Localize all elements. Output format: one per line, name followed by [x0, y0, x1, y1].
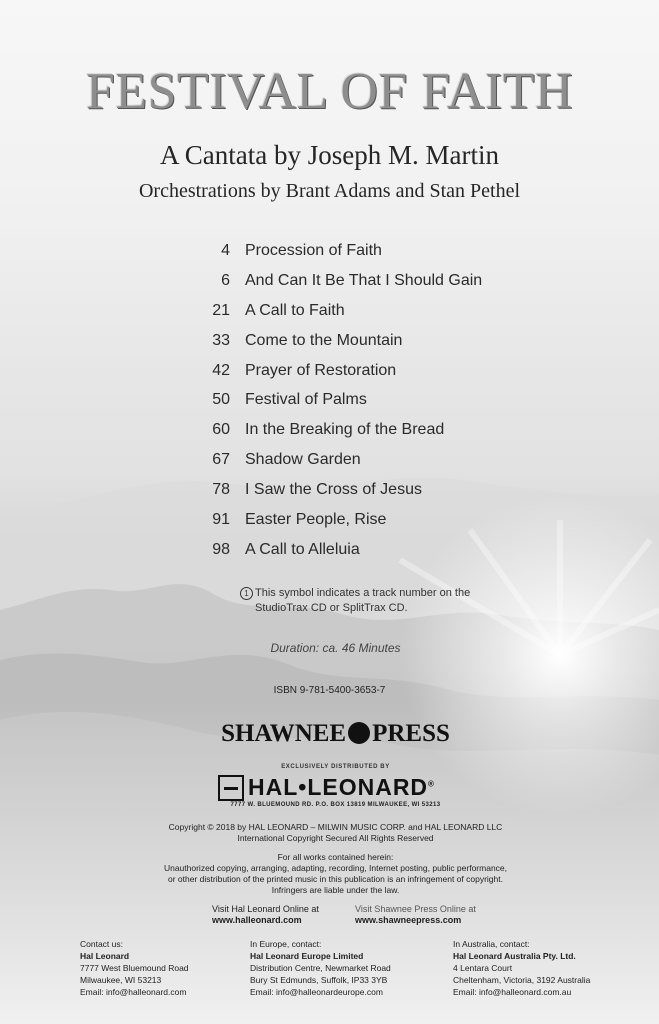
toc-song-title: Come to the Mountain	[245, 331, 403, 349]
track-note-line-1: This symbol indicates a track number on the	[255, 587, 471, 599]
toc-page-number: 42	[212, 361, 230, 379]
toc-song-title: And Can It Be That I Should Gain	[245, 271, 483, 289]
toc-item	[190, 296, 590, 326]
contact-email[interactable]: Email: info@halleonard.com	[80, 987, 187, 997]
visit-shawnee-press	[355, 904, 476, 926]
contact-company: Hal Leonard	[80, 951, 130, 961]
toc-item	[190, 445, 590, 475]
copyright-notice	[0, 822, 659, 844]
track-number-icon: 1	[240, 587, 253, 600]
toc-page-number: 91	[212, 511, 230, 529]
toc-song-title: Easter People, Rise	[245, 511, 387, 529]
shawnee-logo-word-left: SHAWNEE	[221, 720, 347, 747]
contact-address-2: Cheltenham, Victoria, 3192 Australia	[453, 975, 591, 985]
toc-song-title: Prayer of Restoration	[245, 361, 397, 379]
copyright-line-1: Copyright © 2018 by HAL LEONARD – MILWIN MUSIC CORP. and HAL LEONARD LLC	[168, 822, 503, 832]
contact-europe-block	[250, 938, 391, 998]
copyright-line-2: International Copyright Secured All Rights Reserved	[237, 833, 434, 843]
hal-leonard-logo	[218, 774, 435, 802]
track-symbol-note	[240, 586, 540, 616]
cantata-title: FESTIVAL OF FAITH	[85, 63, 574, 120]
toc-song-title: A Call to Faith	[245, 301, 345, 319]
toc-item	[190, 505, 590, 535]
visit-hal-leonard-lead: Visit Hal Leonard Online at	[212, 904, 319, 914]
visit-hal-leonard	[212, 904, 319, 926]
shawnee-logo-word-right: PRESS	[372, 720, 450, 747]
shawnee-bird-icon	[348, 722, 370, 744]
toc-item	[190, 326, 590, 356]
toc-page-number: 50	[212, 391, 230, 409]
toc-song-title: A Call to Alleluia	[245, 540, 360, 558]
isbn-text: ISBN 9-781-5400-3653-7	[273, 685, 386, 696]
toc-song-title: In the Breaking of the Bread	[245, 421, 445, 439]
works-line-4: Infringers are liable under the law.	[271, 885, 400, 895]
toc-item	[190, 475, 590, 505]
toc-page-number: 33	[212, 331, 230, 349]
toc-song-title: Shadow Garden	[245, 451, 361, 469]
distribution-notice: EXCLUSIVELY DISTRIBUTED BY	[281, 764, 390, 770]
toc-page-number: 6	[221, 271, 230, 289]
contact-address-1: Distribution Centre, Newmarket Road	[250, 963, 391, 973]
shawnee-press-website-link[interactable]: www.shawneepress.com	[355, 915, 462, 925]
works-line-1: For all works contained herein:	[277, 852, 394, 862]
contact-address-2: Bury St Edmunds, Suffolk, IP33 3YB	[250, 975, 388, 985]
cantata-subtitle: A Cantata by Joseph M. Martin	[160, 140, 499, 170]
hal-leonard-address: 7777 W. BLUEMOUND RD. P.O. BOX 13819 MILWAUKEE, WI 53213	[230, 802, 441, 808]
hal-leonard-wordmark: HAL•LEONARD	[248, 774, 429, 800]
toc-item	[190, 535, 590, 565]
toc-item	[190, 236, 590, 266]
contact-address-2: Milwaukee, WI 53213	[80, 975, 162, 985]
contact-australia-block	[453, 938, 590, 998]
contact-address-1: 4 Lentara Court	[453, 963, 513, 973]
contact-lead: In Australia, contact:	[453, 939, 530, 949]
toc-item	[190, 415, 590, 445]
toc-page-number: 21	[212, 301, 230, 319]
contact-address-1: 7777 West Bluemound Road	[80, 963, 189, 973]
hal-leonard-emblem-icon	[218, 775, 244, 801]
toc-item	[190, 356, 590, 386]
works-line-3: or other distribution of the printed music in this publication is an infringement of copyright.	[168, 874, 503, 884]
toc-item	[190, 266, 590, 296]
contact-lead: In Europe, contact:	[250, 939, 322, 949]
toc-page-number: 98	[212, 540, 230, 558]
toc-page-number: 60	[212, 421, 230, 439]
toc-page-number: 67	[212, 451, 230, 469]
contact-us-block	[80, 938, 189, 998]
shawnee-press-logo	[0, 720, 659, 748]
contact-lead: Contact us:	[80, 939, 123, 949]
toc-song-title: Festival of Palms	[245, 391, 367, 409]
toc-page-number: 78	[212, 481, 230, 499]
toc-item	[190, 385, 590, 415]
table-of-contents	[190, 236, 590, 565]
visit-shawnee-press-lead: Visit Shawnee Press Online at	[355, 904, 476, 914]
toc-song-title: I Saw the Cross of Jesus	[245, 481, 422, 499]
orchestrations-credit: Orchestrations by Brant Adams and Stan Pethel	[138, 180, 521, 202]
works-line-2: Unauthorized copying, arranging, adapting, recording, Internet posting, public performance,	[163, 863, 508, 873]
registered-mark: ®	[428, 779, 435, 789]
contact-email[interactable]: Email: info@halleonardeurope.com	[250, 987, 383, 997]
duration-text: Duration: ca. 46 Minutes	[270, 641, 401, 655]
toc-page-number: 4	[221, 242, 230, 259]
hal-leonard-website-link[interactable]: www.halleonard.com	[212, 915, 302, 925]
toc-song-title: Procession of Faith	[245, 242, 382, 259]
contact-email[interactable]: Email: info@halleonard.com.au	[453, 987, 572, 997]
contact-company: Hal Leonard Europe Limited	[250, 951, 364, 961]
contact-company: Hal Leonard Australia Pty. Ltd.	[453, 951, 576, 961]
track-note-line-2: StudioTrax CD or SplitTrax CD.	[255, 602, 408, 614]
infringement-notice	[0, 852, 659, 896]
